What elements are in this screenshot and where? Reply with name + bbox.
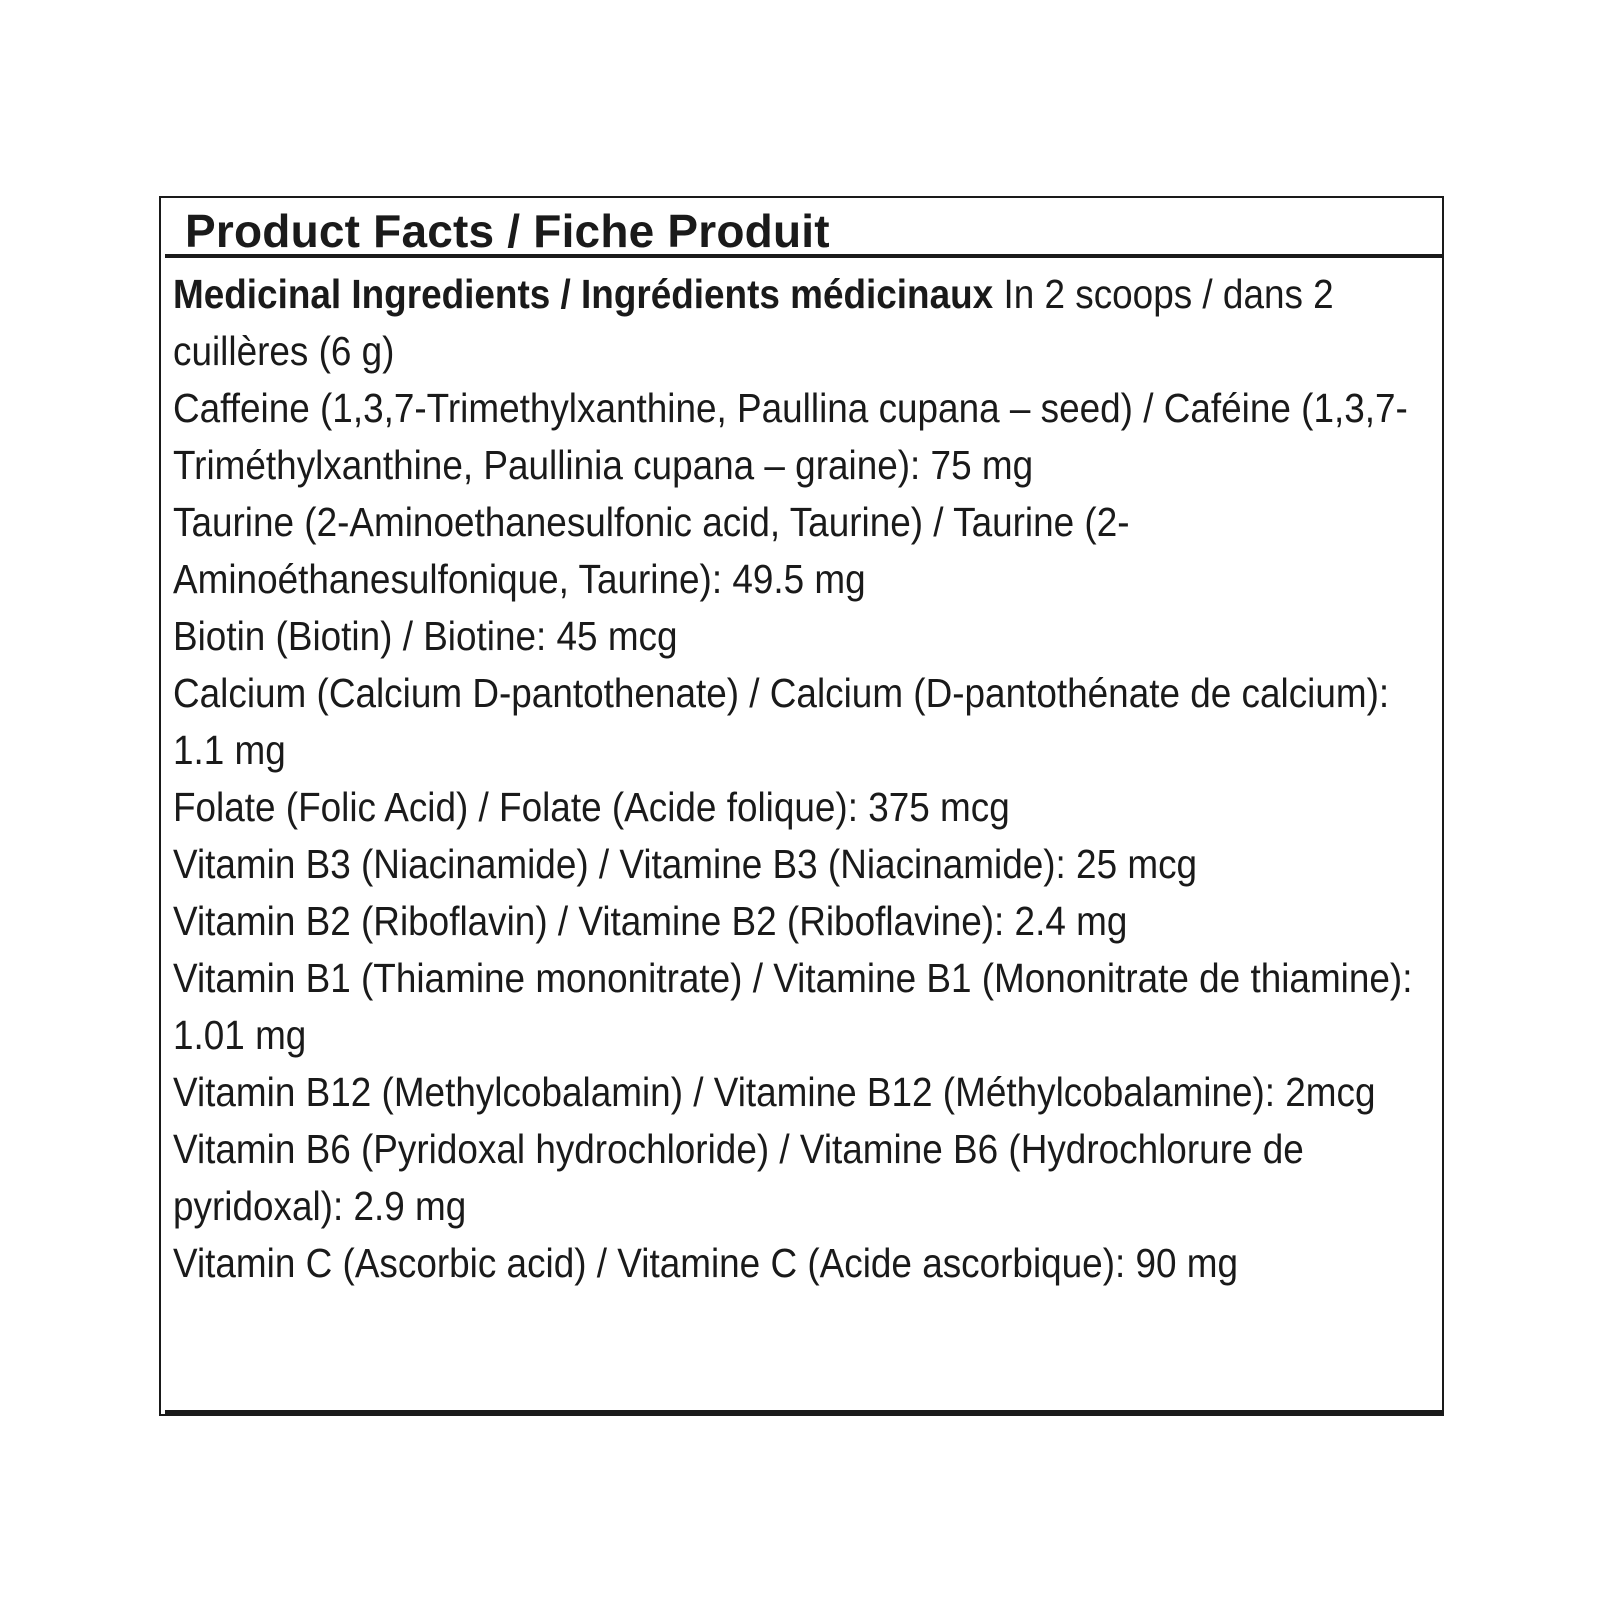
serving-size: In 2 scoops / dans 2 cuillères (6 g) <box>173 271 1334 374</box>
ingredient-vitamin-c: Vitamin C (Ascorbic acid) / Vitamine C (Acide ascorbique): 90 mg <box>173 1240 1239 1286</box>
medicinal-ingredients-label: Medicinal Ingredients / Ingrédients médicinaux <box>173 271 994 317</box>
panel-title: Product Facts / Fiche Produit <box>185 205 830 257</box>
ingredient-caffeine: Caffeine (1,3,7-Trimethylxanthine, Paullina cupana – seed) / Caféine (1,3,7-Triméthylxanthine, Paullinia cupana – graine): 75 mg <box>173 385 1408 488</box>
product-facts-panel <box>159 196 1444 1416</box>
ingredient-vitamin-b3: Vitamin B3 (Niacinamide) / Vitamine B3 (Niacinamide): 25 mcg <box>173 841 1198 887</box>
bottom-rule <box>165 1410 1442 1414</box>
ingredient-vitamin-b12: Vitamin B12 (Methylcobalamin) / Vitamine B12 (Méthylcobalamine): 2mcg <box>173 1069 1376 1115</box>
ingredient-vitamin-b6: Vitamin B6 (Pyridoxal hydrochloride) / Vitamine B6 (Hydrochlorure de pyridoxal): 2.9 mg <box>173 1126 1304 1229</box>
ingredient-vitamin-b1: Vitamin B1 (Thiamine mononitrate) / Vitamine B1 (Mononitrate de thiamine): 1.01 mg <box>173 955 1413 1058</box>
ingredient-calcium: Calcium (Calcium D-pantothenate) / Calcium (D-pantothénate de calcium): 1.1 mg <box>173 670 1390 773</box>
medicinal-ingredients-heading <box>173 266 1433 380</box>
ingredient-taurine: Taurine (2-Aminoethanesulfonic acid, Taurine) / Taurine (2-Aminoéthanesulfonique, Taurine): 49.5 mg <box>173 499 1130 602</box>
ingredient-biotin: Biotin (Biotin) / Biotine: 45 mcg <box>173 613 678 659</box>
ingredient-folate: Folate (Folic Acid) / Folate (Acide folique): 375 mcg <box>173 784 1010 830</box>
panel-header <box>165 198 1442 258</box>
ingredients-list <box>173 266 1433 1292</box>
ingredient-vitamin-b2: Vitamin B2 (Riboflavin) / Vitamine B2 (Riboflavine): 2.4 mg <box>173 898 1128 944</box>
